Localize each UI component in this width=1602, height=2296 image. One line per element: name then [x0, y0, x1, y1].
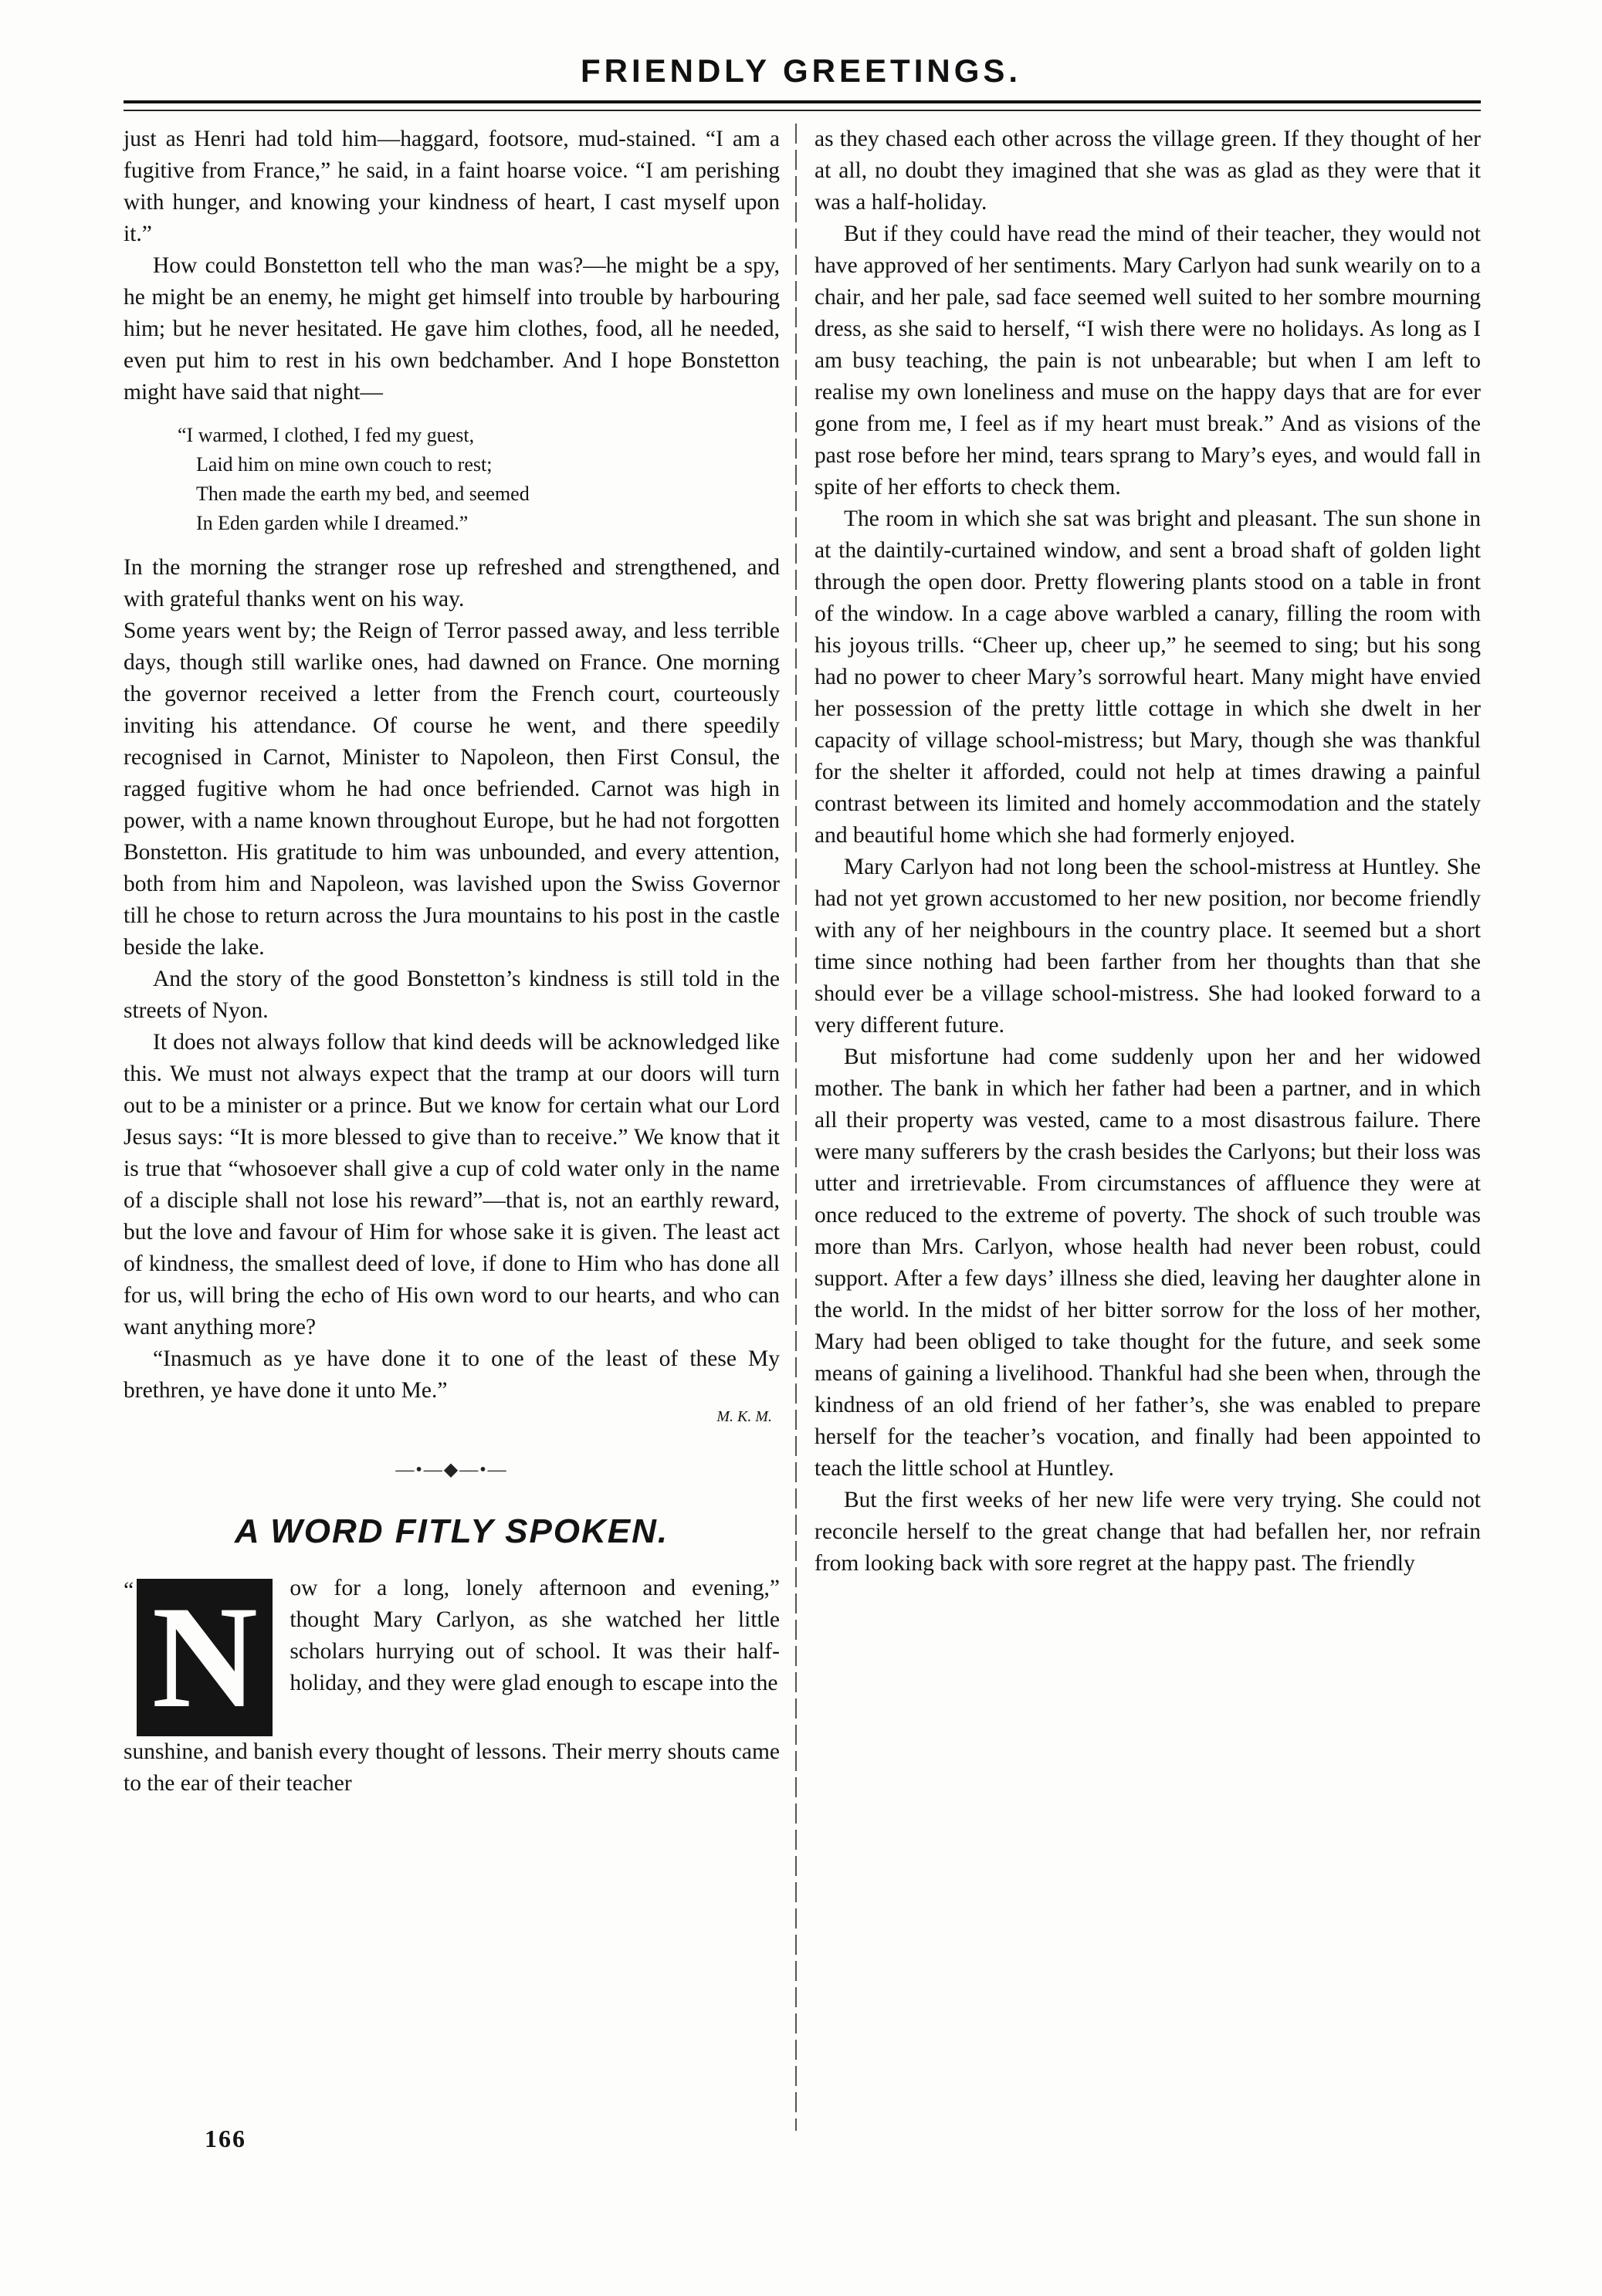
paragraph: How could Bonstetton tell who the man was?—he might be a spy, he might be an enemy, he might get himself into trouble by harbouring him; but he never hesitated. He gave him clothes, food, all he needed, even put him to rest in his own bedchamber. And I hope Bonstetton might have said that night—	[124, 253, 780, 405]
poem-quote	[178, 421, 780, 538]
opening-paragraph	[124, 1573, 780, 1739]
paragraph: Mary Carlyon had not long been the school-mistress at Huntley. She had not yet grown accustomed to her new position, nor become friendly with any of her neighbours in the country place. It seemed but a short time since nothing had been farther from her thoughts than that she should ever be a village school-mistress. She had looked forward to a very different future.	[815, 855, 1481, 1038]
paragraph: And the story of the good Bonstetton’s kindness is still told in the streets of Nyon.	[124, 967, 780, 1023]
paragraph: But misfortune had come suddenly upon her and her widowed mother. The bank in which her father had been a partner, and in which all their property was vested, came to a most disastrous failure. There were many sufferers by the crash besides the Carlyons; but their loss was utter and irretrievable. From circumstances of affluence they were at once reduced to the extreme of poverty. The shock of such trouble was more than Mrs. Carlyon, whose health had never been robust, could support. After a few days’ illness she died, leaving her daughter alone in the world. In the midst of her bitter sorrow for the loss of her mother, Mary had been obliged to take thought for the future, and seek some means of gaining a livelihood. Thankful had she been when, through the kindness of an old friend of her father’s, she was enabled to prepare herself for the teacher’s vocation, and finally had been appointed to teach the little school at Huntley.	[815, 1045, 1481, 1481]
poem-line: Then made the earth my bed, and seemed	[196, 483, 530, 505]
opening-quote-mark: “	[124, 1577, 134, 1603]
header-rule-thin	[124, 110, 1481, 111]
poem-line: In Eden garden while I dreamed.”	[196, 512, 469, 534]
paragraph: just as Henri had told him—haggard, footsore, mud-stained. “I am a fugitive from France,” he said, in a faint hoarse voice. “I am perishing with hunger, and knowing your kindness of heart, I cast myself upon it.”	[124, 127, 780, 246]
paragraph: But if they could have read the mind of their teacher, they would not have approved of her sentiments. Mary Carlyon had sunk wearily on to a chair, and her pale, sad face seemed well suited to her sombre mourning dress, as she said to herself, “I wish there were no holidays. As long as I am busy teaching, the pain is not unbearable; but when I am left to realise my own loneliness and muse on the happy days that are for ever gone from me, I feel as if my heart must break.” And as visions of the past rose before her mind, tears sprang to Mary’s eyes, and would fall in spite of her efforts to check them.	[815, 222, 1481, 499]
column-divider	[795, 124, 797, 2131]
paragraph: as they chased each other across the village green. If they thought of her at all, no doubt they imagined that she was as glad as they were that it was a half-holiday.	[815, 127, 1481, 215]
author-signature: M. K. M.	[716, 1408, 772, 1425]
paragraph: It does not always follow that kind deeds will be acknowledged like this. We must not always expect that the tramp at our doors will turn out to be a minister or a prince. But we know for certain what our Lord Jesus says: “It is more blessed to give than to receive.” We know that it is true that “whosoever shall give a cup of cold water only in the name of a disciple shall not lose his reward”—that is, not an earthly reward, but the love and favour of Him for whose sake it is given. The least act of kindness, the smallest deed of love, if done to Him who has done all for us, will bring the echo of His own word to our hearts, and who can want anything more?	[124, 1030, 780, 1339]
decorated-initial-letter: N	[151, 1576, 258, 1739]
paragraph: Some years went by; the Reign of Terror passed away, and less terrible days, though still warlike ones, had dawned on France. One morning the governor received a letter from the French court, courteously inviting his attendance. Of course he went, and there speedily recognised in Carnot, Minister to Napoleon, then First Consul, the ragged fugitive whom he had once befriended. Carnot was high in power, with a name known throughout Europe, but he had not forgotten Bonstetton. His gratitude to him was unbounded, and every attention, both from him and Napoleon, was lavished upon the Swiss Governor till he chose to return across the Jura mountains to his post in the castle beside the lake.	[124, 618, 780, 960]
page-number: 166	[205, 2125, 246, 2152]
section-ornament: —•—◆—•—	[395, 1460, 508, 1480]
poem-line: Laid him on mine own couch to rest;	[196, 453, 493, 476]
right-column	[815, 124, 1481, 1580]
opening-paragraph-text: ow for a long, lonely afternoon and evening,” thought Mary Carlyon, as she watched her little scholars hurrying out of school. It was their half-holiday, and they were glad enough to escape into the	[290, 1576, 780, 1695]
paragraph: The room in which she sat was bright and pleasant. The sun shone in at the daintily-curtained window, and sent a broad shaft of golden light through the open door. Pretty flowering plants stood on a table in front of the window. In a cage above warbled a canary, filling the room with his joyous trills. “Cheer up, cheer up,” he seemed to sing; but his song had no power to cheer Mary’s sorrowful heart. Many might have envied her possession of the pretty little cottage in which she dwelt in her capacity of village school-mistress; but Mary, though she was thankful for the shelter it afforded, could not help at times drawing a painful contrast between its limited and homely accommodation and the stately and beautiful home which she had formerly enjoyed.	[815, 506, 1481, 848]
paragraph: In the morning the stranger rose up refreshed and strengthened, and with grateful thanks went on his way.	[124, 555, 780, 611]
running-head: FRIENDLY GREETINGS.	[580, 52, 1022, 89]
scripture-quote: “Inasmuch as ye have done it to one of the least of these My brethren, ye have done it unto Me.”	[124, 1346, 780, 1403]
section-title: A WORD FITLY SPOKEN.	[234, 1512, 669, 1550]
decorated-initial	[137, 1576, 273, 1739]
header-rule-thick	[124, 100, 1481, 103]
left-column	[124, 124, 780, 1800]
poem-line: “I warmed, I clothed, I fed my guest,	[178, 424, 475, 446]
paragraph: sunshine, and banish every thought of lessons. Their merry shouts came to the ear of their teacher	[124, 1739, 780, 1796]
paragraph: But the first weeks of her new life were very trying. She could not reconcile herself to the great change that had befallen her, nor refrain from looking back with sore regret at the happy past. The friendly	[815, 1488, 1481, 1576]
